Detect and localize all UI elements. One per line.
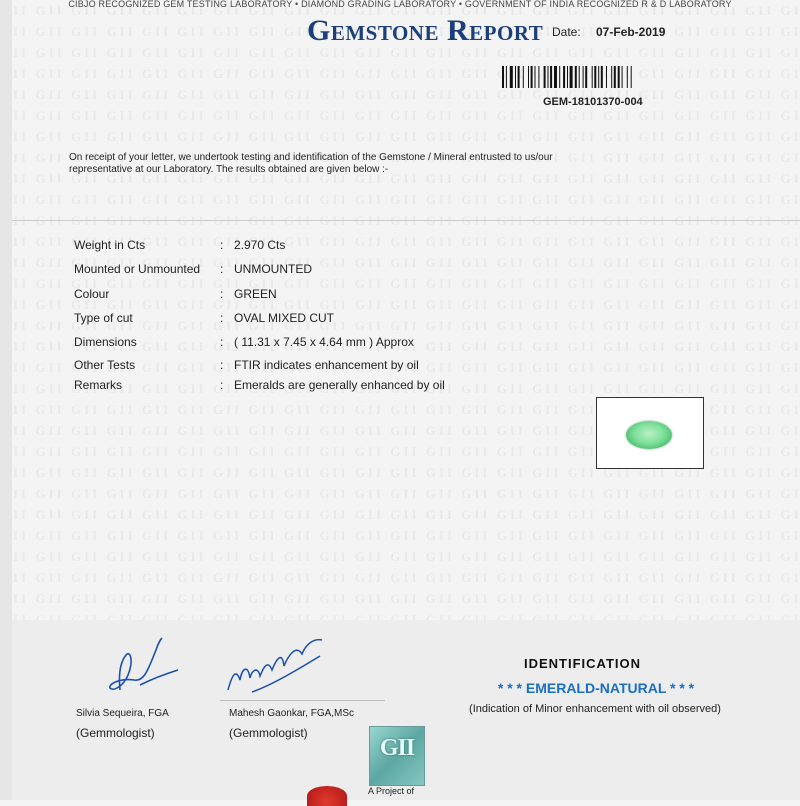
barcode-bar <box>523 66 524 88</box>
identification-result: * * * EMERALD-NATURAL * * * <box>497 680 695 696</box>
detail-colon: : <box>220 378 224 392</box>
gii-seal <box>369 726 425 786</box>
detail-value: GREEN <box>234 287 277 301</box>
detail-colon: : <box>220 238 224 252</box>
detail-value: UNMOUNTED <box>234 262 312 276</box>
detail-value: ( 11.31 x 7.45 x 4.64 mm ) Approx <box>234 335 414 349</box>
barcode-bar <box>585 66 587 88</box>
barcode-bar <box>592 66 593 88</box>
barcode-bar <box>622 66 623 88</box>
report-number: GEM-18101370-004 <box>543 96 643 108</box>
barcode-bar <box>548 66 549 88</box>
detail-label: Colour <box>74 287 110 301</box>
report-title: Gemstone Report <box>307 14 544 47</box>
detail-label: Dimensions <box>74 335 137 349</box>
detail-label: Weight in Cts <box>74 238 146 252</box>
date-value: 07-Feb-2019 <box>596 25 666 39</box>
barcode-bar <box>614 66 616 88</box>
detail-colon: : <box>220 335 224 349</box>
barcode-bar <box>518 66 520 88</box>
barcode-bar <box>531 66 533 88</box>
barcode-bar <box>598 66 599 88</box>
barcode-bar <box>554 66 557 88</box>
barcode-bar <box>570 66 573 88</box>
barcode-bar <box>583 66 584 88</box>
barcode-bar <box>506 66 507 88</box>
barcode <box>502 66 698 88</box>
signatory-role-1: (Gemmologist) <box>76 726 155 740</box>
barcode-bar <box>515 66 516 88</box>
signatory-name-1: Silvia Sequeira, FGA <box>76 708 169 719</box>
barcode-bar <box>618 66 620 88</box>
barcode-bar <box>567 66 568 88</box>
logo-partial <box>307 786 347 806</box>
barcode-bar <box>627 66 628 88</box>
detail-value: Emeralds are generally enhanced by oil <box>234 378 445 392</box>
detail-colon: : <box>220 358 224 372</box>
emerald-image <box>626 421 672 449</box>
barcode-bar <box>544 66 546 88</box>
detail-label: Remarks <box>74 378 123 392</box>
signature-mahesh <box>222 630 327 700</box>
barcode-bar <box>611 66 612 88</box>
barcode-bar <box>538 66 539 88</box>
barcode-bar <box>502 66 504 88</box>
identification-heading: IDENTIFICATION <box>524 656 642 671</box>
barcode-bar <box>606 66 607 88</box>
barcode-bar <box>550 66 552 88</box>
detail-colon: : <box>220 287 224 301</box>
project-of-text: A Project of <box>368 786 415 796</box>
signature-line <box>220 700 385 701</box>
accreditation-line: CIBJO RECOGNIZED GEM TESTING LABORATORY • DIAMOND GRADING LABORATORY • GOVERNMENT OF INDIA RECOGNIZED R & D LABORATORY <box>68 0 732 9</box>
detail-label: Type of cut <box>74 311 133 325</box>
gemstone-photo <box>596 397 704 469</box>
barcode-bar <box>601 66 603 88</box>
signatory-name-2: Mahesh Gaonkar, FGA,MSc <box>229 708 355 719</box>
barcode-bar <box>594 66 596 88</box>
page-edge <box>0 0 12 800</box>
barcode-bar <box>528 66 529 88</box>
signatory-role-2: (Gemmologist) <box>229 726 308 740</box>
detail-label: Mounted or Unmounted <box>74 262 201 276</box>
detail-label: Other Tests <box>74 358 136 372</box>
detail-value: OVAL MIXED CUT <box>234 311 335 325</box>
barcode-bar <box>575 66 577 88</box>
detail-colon: : <box>220 262 224 276</box>
detail-value: 2.970 Cts <box>234 238 286 252</box>
signature-silvia <box>100 630 185 705</box>
section-divider <box>12 220 800 221</box>
date-label: Date: <box>552 25 581 39</box>
barcode-bar <box>559 66 560 88</box>
barcode-bar <box>563 66 565 88</box>
barcode-bar <box>579 66 580 88</box>
identification-note: (Indication of Minor enhancement with oil observed) <box>469 703 721 715</box>
seal-text: GII <box>379 735 415 761</box>
barcode-bar <box>510 66 513 88</box>
intro-text: On receipt of your letter, we undertook testing and identification of the Gemstone / Mineral entrusted to us/our representative at our Laboratory. The results obtained are given below :- <box>69 152 553 175</box>
barcode-bar <box>631 66 632 88</box>
detail-value: FTIR indicates enhancement by oil <box>234 358 419 372</box>
detail-colon: : <box>220 311 224 325</box>
barcode-bar <box>535 66 536 88</box>
